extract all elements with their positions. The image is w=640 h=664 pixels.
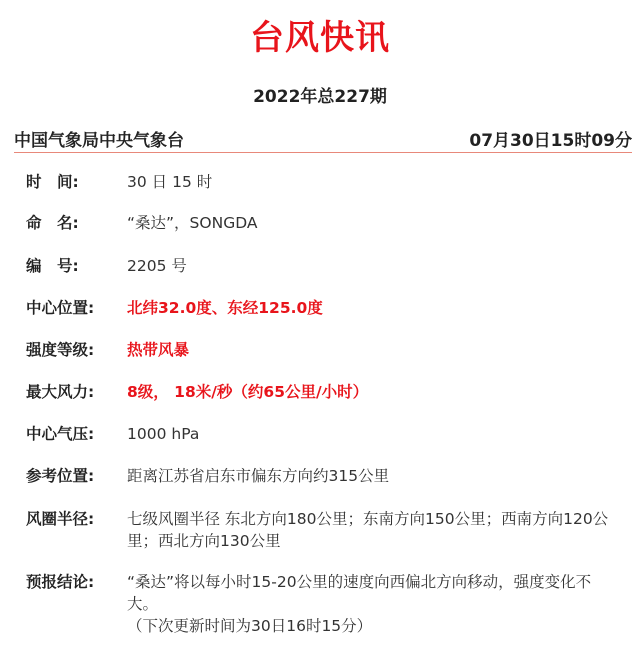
forecast-note: （下次更新时间为30日16时15分） [127, 617, 373, 635]
field-label: 时 间: [26, 173, 79, 191]
field-value: 30 日 15 时 [127, 173, 213, 191]
field-label: 风圈半径: [26, 510, 95, 528]
field-label: 参考位置: [26, 467, 95, 485]
agency-name: 中国气象局中央气象台 [14, 131, 184, 151]
field-value: 距离江苏省启东市偏东方向约315公里 [127, 467, 390, 485]
field-label: 最大风力: [26, 383, 95, 401]
header-divider [14, 152, 632, 153]
field-label: 中心位置: [26, 299, 95, 317]
field-label: 编 号: [26, 257, 79, 275]
issue-datetime: 07月30日15时09分 [469, 131, 632, 151]
field-value: 8级， 18米/秒（约65公里/小时） [127, 383, 369, 401]
field-value: 北纬32.0度、东经125.0度 [127, 299, 323, 317]
field-value-group [127, 571, 619, 637]
field-value: 七级风圈半径 东北方向180公里；东南方向150公里；西南方向120公里；西北方向130公里 [127, 510, 609, 550]
field-value: 1000 hPa [127, 425, 200, 443]
field-value: 2205 号 [127, 257, 187, 275]
field-label: 命 名: [26, 214, 79, 232]
forecast-text: “桑达”将以每小时15-20公里的速度向西偏北方向移动，强度变化不大。 [127, 573, 592, 613]
header-row [14, 126, 632, 151]
field-label: 预报结论: [26, 573, 95, 591]
field-value: 热带风暴 [127, 341, 190, 359]
field-label: 中心气压: [26, 425, 95, 443]
issue-number: 2022年总227期 [253, 87, 387, 107]
field-value: “桑达”，SONGDA [127, 214, 258, 232]
page-title: 台风快讯 [250, 18, 390, 58]
field-label: 强度等级: [26, 341, 95, 359]
